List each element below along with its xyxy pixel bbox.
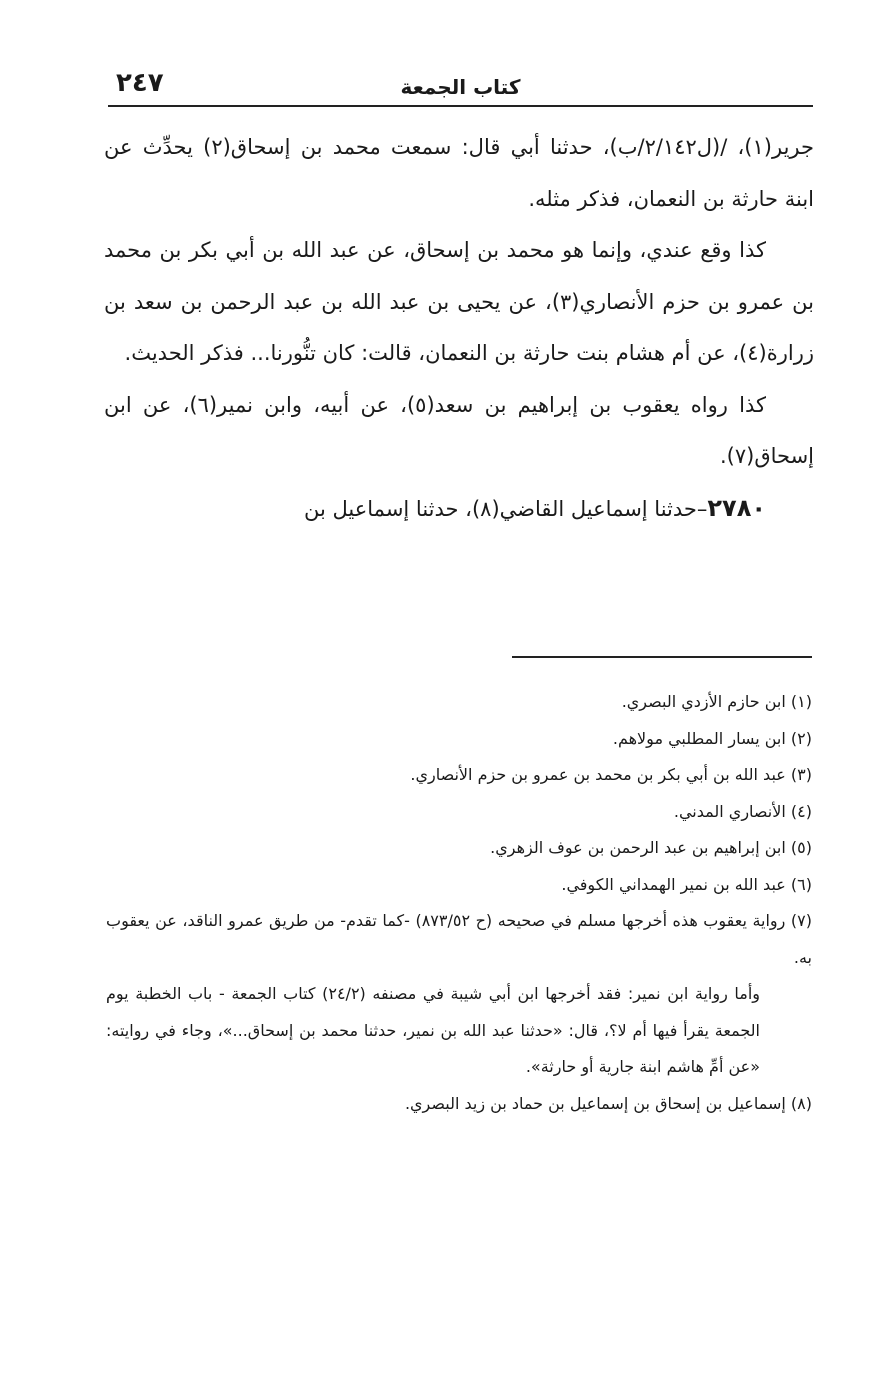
page-header bbox=[108, 68, 813, 108]
footnote-7: (٧) رواية يعقوب هذه أخرجها مسلم في صحيحه (ح ٨٧٣/٥٢) -كما تقدم- من طريق عمرو الناقد، عن يعقوب به. bbox=[106, 911, 812, 967]
footnote-1: (١) ابن حازم الأزدي البصري. bbox=[621, 692, 812, 711]
running-title: كتاب الجمعة bbox=[400, 75, 521, 99]
paragraph-4-text: –حدثنا إسماعيل القاضي(٨)، حدثنا إسماعيل بن bbox=[304, 496, 708, 521]
footnote-4: (٤) الأنصاري المدني. bbox=[673, 801, 812, 821]
paragraph-2: كذا وقع عندي، وإنما هو محمد بن إسحاق، عن عبد الله بن أبي بكر بن محمد بن عمرو بن حزم الأنصاري(٣)، عن يحيى بن عبد الله بن عبد الرحمن بن سعد بن زرارة(٤)، عن أم هشام بنت حارثة بن النعمان، قالت: كان تنُّورنا... فذكر الحديث. bbox=[104, 238, 814, 365]
page-number: ٢٤٧ bbox=[116, 68, 164, 98]
footnote-6: (٦) عبد الله بن نمير الهمداني الكوفي. bbox=[561, 874, 812, 894]
footnotes bbox=[106, 684, 812, 1122]
paragraph-4 bbox=[104, 483, 814, 536]
footnote-2: (٢) ابن يسار المطلبي مولاهم. bbox=[612, 728, 812, 748]
footnote-7-continued: وأما رواية ابن نمير: فقد أخرجها ابن أبي شيبة في مصنفه (٢٤/٢) كتاب الجمعة - باب الخطبة يوم الجمعة يقرأ فيها أم لا؟، قال: «حدثنا عبد الله بن نمير، حدثنا محمد بن إسحاق...»، وجاء في روايته: «عن أمِّ هاشم ابنة جارية أو حارثة». bbox=[106, 984, 761, 1076]
footnote-8: (٨) إسماعيل بن إسحاق بن إسماعيل بن حماد بن زيد البصري. bbox=[404, 1093, 812, 1113]
header-rule bbox=[108, 105, 813, 107]
footnote-3: (٣) عبد الله بن أبي بكر بن محمد بن عمرو بن حزم الأنصاري. bbox=[410, 765, 812, 784]
paragraph-1: جرير(١)، /(ل٢/١٤٢/ب)، حدثنا أبي قال: سمعت محمد بن إسحاق(٢) يحدِّث عن ابنة حارثة بن النعمان، فذكر مثله. bbox=[104, 135, 814, 211]
paragraph-3: كذا رواه يعقوب بن إبراهيم بن سعد(٥)، عن أبيه، وابن نمير(٦)، عن ابن إسحاق(٧). bbox=[104, 392, 814, 468]
main-text bbox=[104, 122, 814, 535]
footnote-5: (٥) ابن إبراهيم بن عبد الرحمن بن عوف الزهري. bbox=[490, 838, 812, 857]
hadith-number: ٢٧٨٠ bbox=[707, 493, 766, 522]
footnote-rule bbox=[512, 656, 812, 658]
